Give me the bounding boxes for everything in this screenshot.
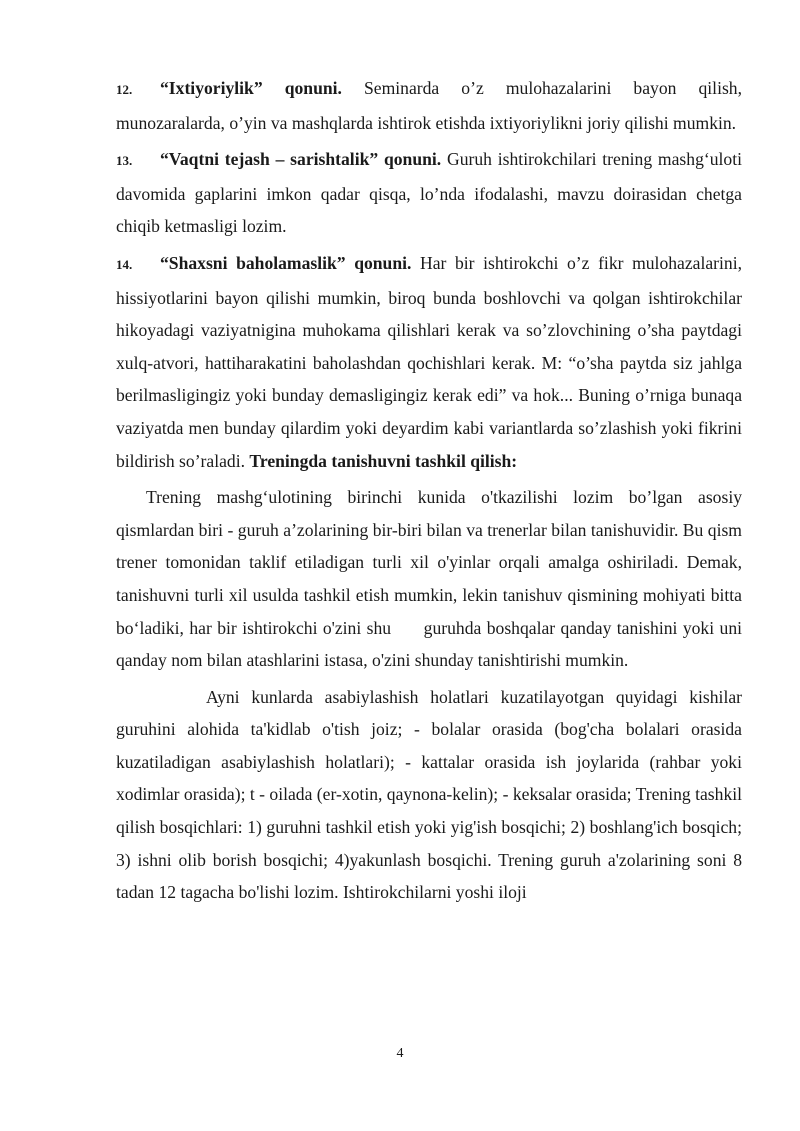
- rule-number: 14.: [116, 256, 133, 272]
- rule-number: 12.: [116, 82, 133, 97]
- paragraph-stages: Ayni kunlarda asabiylashish holatlari kuzatilayotgan quyidagi kishilar guruhini alohida ta'kidlab o'tish joiz; - bolalar orasida (bog'cha bolalari orasida kuzatiladigan asabiylashish holatlari); - kattalar orasida ish joylarida (rahbar yoki xodimlar orasida); t - oilada (er-xotin, qaynona-kelin); - keksalar orasida; Trening tashkil qilish bosqichlari: 1) guruhni tashkil etish yoki yig'ish bosqichi; 2) boshlang'ich bosqich; 3) ishni olib borish bosqichi; 4)yakunlash bosqichi. Trening guruh a'zolarining soni 8 tadan 12 tagacha bo'lishi lozim. Ishtirokchilarni yoshi iloji: [116, 686, 743, 903]
- rule-item-14: [116, 247, 742, 477]
- rule-title: “Shaxsni baholamaslik” qonuni.: [160, 252, 412, 273]
- page-number: 4: [396, 1046, 404, 1061]
- rule-text: Har bir ishtirokchi o’z fikr mulohazalarini, hissiyotlarini bayon qilishi mumkin, biroq bunda boshlovchi va qolgan ishtirokchilar hikoyadagi vaziyatnigina muhokama qilishlari kerak va so’zlovchining o’sha paytdagi xulq-atvori, hattiharakatini baholashdan qochishlari kerak. M: “o’sha paytda siz jahlga berilmasligingiz yoki bunday demasligingiz kerak edi” va hok... Buning o’rniga bunaqa vaziyatda men bunday qilardim yoki deyardim kabi variantlarda so’zlashish yoki fikrini bildirish so’raladi.: [116, 252, 742, 471]
- rule-text: Seminarda o’z mulohazalarini bayon qilish, munozaralarda, o’yin va mashqlarda ishtirok etishda ixtiyoriylikni joriy qilishi mumkin.: [116, 78, 742, 133]
- section-heading: Treningda tanishuvni tashkil qilish:: [249, 450, 518, 471]
- paragraph-introductions: Trening mashg‘ulotining birinchi kunida o'tkazilishi lozim bo’lgan asosiy qismlardan biri - guruh a’zolarining bir-biri bilan va trenerlar bilan tanishuvidir. Bu qism trener tomonidan taklif etiladigan turli xil o'yinlar orqali amalga oshiriladi. Demak, tanishuvni turli xil usulda tashkil etish mumkin, lekin tanishuv qismining mohiyati bitta bo‘ladiki, har bir ishtirokchi o'zini shu guruhda boshqalar qanday tanishini yoki uni qanday nom bilan atashlarini istasa, o'zini shunday tanishtirishi mumkin.: [116, 487, 747, 671]
- rule-title: “Ixtiyoriylik” qonuni.: [160, 78, 342, 98]
- page-body: [116, 72, 747, 909]
- rule-title: “Vaqtni tejash – sarishtalik” qonuni.: [160, 149, 442, 170]
- rule-number: 13.: [116, 153, 133, 169]
- rule-item-12: [116, 72, 742, 139]
- rule-text: Guruh ishtirokchilari trening mashg‘uloti davomida gaplarini imkon qadar qisqa, lo’nda ifodalashi, mavzu doirasidan chetga chiqib ketmasligi lozim.: [116, 149, 742, 237]
- rule-item-13: [116, 143, 742, 243]
